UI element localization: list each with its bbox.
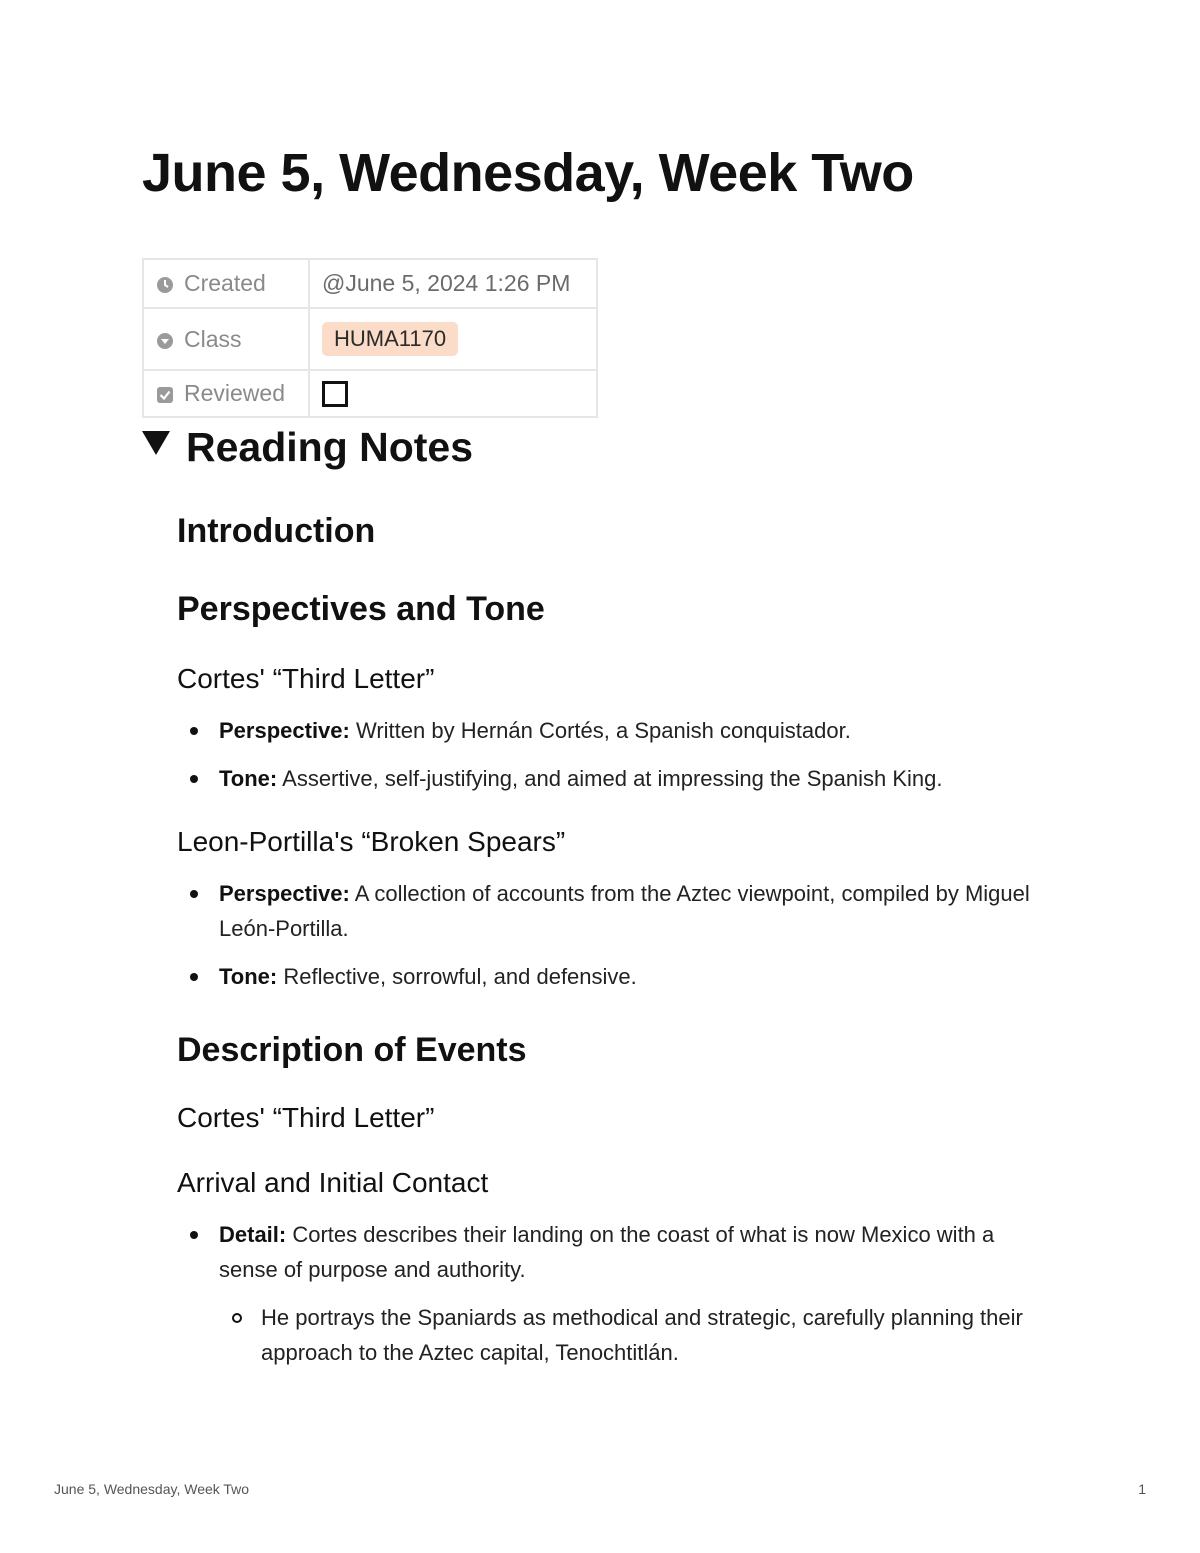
bullet-label: Perspective: — [219, 881, 350, 906]
list-item — [177, 876, 1057, 946]
sub-list-item — [177, 1300, 1057, 1370]
select-icon — [156, 332, 174, 350]
bullet-text: He portrays the Spaniards as methodical and strategic, carefully planning their approach to the Aztec capital, Tenochtitlán. — [261, 1305, 1023, 1365]
property-label: Created — [184, 270, 266, 296]
bullet-label: Detail: — [219, 1222, 287, 1247]
list-item — [177, 959, 1057, 994]
heading-perspectives: Perspectives and Tone — [177, 590, 545, 628]
property-label-cell — [143, 308, 309, 370]
class-tag[interactable]: HUMA1170 — [322, 322, 458, 356]
heading-events-cortes: Cortes' “Third Letter” — [177, 1102, 435, 1133]
reviewed-value-cell — [309, 370, 597, 417]
properties-table — [142, 258, 598, 418]
bullet-text: Assertive, self-justifying, and aimed at impressing the Spanish King. — [277, 766, 943, 791]
checkbox-icon — [156, 386, 174, 404]
toggle-heading-text: Reading Notes — [186, 424, 474, 470]
property-label-cell — [143, 370, 309, 417]
heading-cortes: Cortes' “Third Letter” — [177, 663, 435, 694]
property-label: Class — [184, 325, 242, 352]
leon-list — [177, 876, 1057, 1007]
heading-arrival: Arrival and Initial Contact — [177, 1167, 489, 1198]
bullet-text: A collection of accounts from the Aztec viewpoint, compiled by Miguel León-Portilla. — [219, 881, 1030, 941]
bullet-label: Tone: — [219, 964, 278, 989]
heading-leon-portilla: Leon-Portilla's “Broken Spears” — [177, 826, 566, 857]
bullet-text: Written by Hernán Cortés, a Spanish conquistador. — [349, 718, 851, 743]
list-item — [177, 761, 1057, 796]
heading-description-of-events: Description of Events — [177, 1031, 527, 1069]
list-item — [177, 713, 1057, 748]
reading-notes-toggle[interactable] — [142, 424, 473, 471]
class-value-cell — [309, 308, 597, 370]
footer-page-number: 1 — [1138, 1481, 1146, 1497]
bullet-text: Reflective, sorrowful, and defensive. — [277, 964, 637, 989]
created-value[interactable]: @June 5, 2024 1:26 PM — [309, 259, 597, 308]
cortes-list — [177, 713, 1057, 809]
property-row-reviewed — [143, 370, 597, 417]
list-item — [177, 1217, 1057, 1287]
bullet-text: Cortes describes their landing on the coast of what is now Mexico with a sense of purpose and authority. — [219, 1222, 995, 1282]
reviewed-checkbox[interactable] — [322, 381, 348, 407]
footer-title: June 5, Wednesday, Week Two — [54, 1481, 250, 1497]
property-label-cell — [143, 259, 309, 308]
property-label: Reviewed — [184, 380, 285, 406]
heading-introduction: Introduction — [177, 512, 376, 550]
bullet-label: Tone: — [219, 766, 278, 791]
clock-icon — [156, 276, 174, 294]
property-row-class — [143, 308, 597, 370]
arrival-list — [177, 1217, 1057, 1383]
toggle-triangle-icon[interactable] — [142, 431, 170, 455]
bullet-label: Perspective: — [219, 718, 350, 743]
page-title: June 5, Wednesday, Week Two — [142, 143, 914, 203]
property-row-created — [143, 259, 597, 308]
